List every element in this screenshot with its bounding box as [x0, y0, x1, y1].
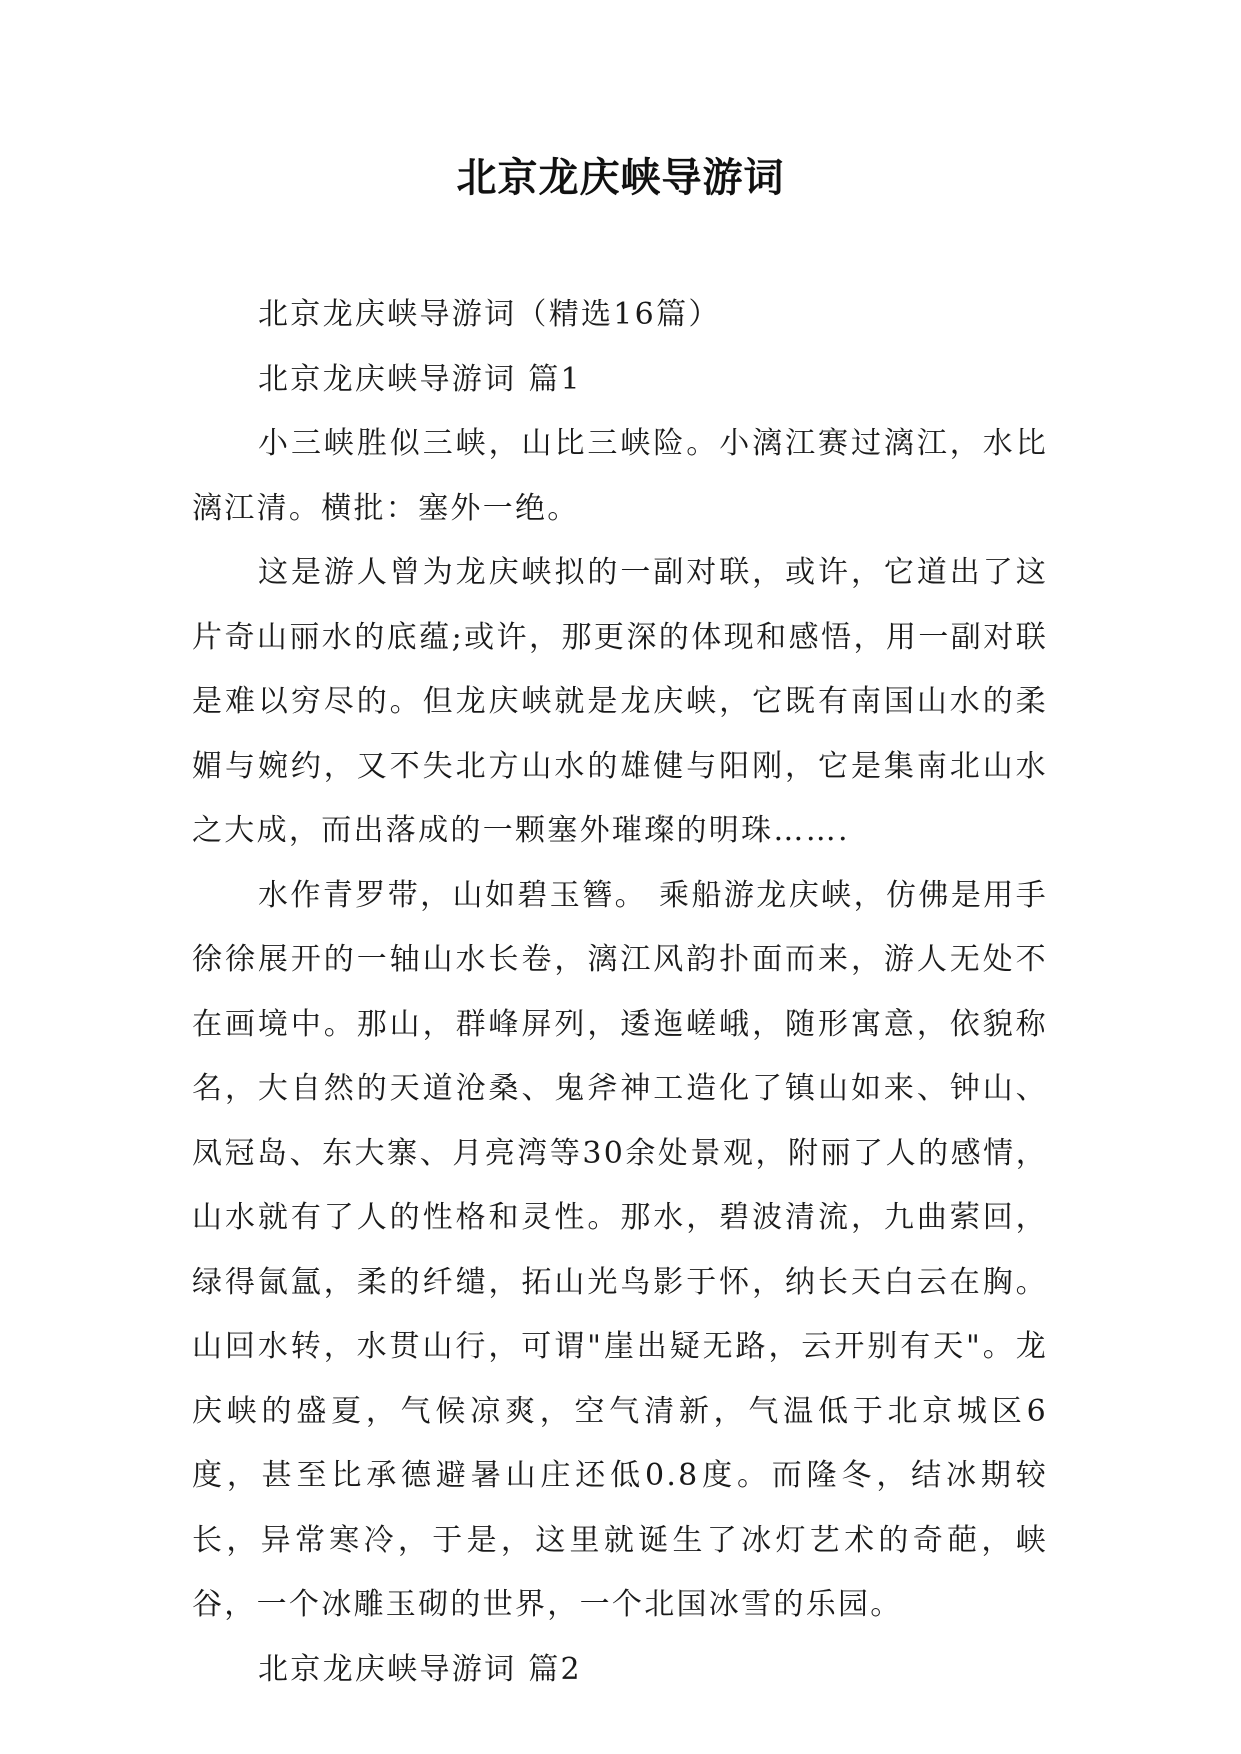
couplet-paragraph: 小三峡胜似三峡，山比三峡险。小漓江赛过漓江，水比漓江清。横批：塞外一绝。 [192, 426, 1048, 526]
section-heading-2: 北京龙庆峡导游词 篇2 [258, 1651, 582, 1687]
section-heading-1: 北京龙庆峡导游词 篇1 [258, 361, 582, 397]
intro-heading: 北京龙庆峡导游词（精选16篇） [258, 297, 721, 332]
document-title: 北京龙庆峡导游词 [456, 155, 785, 201]
document-body [192, 283, 1048, 1702]
body-paragraph: 水作青罗带，山如碧玉簪。 乘船游龙庆峡，仿佛是用手徐徐展开的一轴山水长卷，漓江风韵扑面而来，游人无处不在画境中。那山，群峰屏列，逶迤嵯峨，随形寓意，依貌称名，大自然的天道沧桑、鬼斧神工造化了镇山如来、钟山、凤冠岛、东大寨、月亮湾等30余处景观，附丽了人的感情，山水就有了人的性格和灵性。那水，碧波清流，九曲萦回，绿得氤氲，柔的纤缱，拓山光鸟影于怀，纳长天白云在胸。山回水转，水贯山行，可谓"崖出疑无路，云开别有天"。龙庆峡的盛夏，气候凉爽，空气清新，气温低于北京城区6度，甚至比承德避暑山庄还低0.8度。而隆冬，结冰期较长，异常寒冷，于是，这里就诞生了冰灯艺术的奇葩，峡谷，一个冰雕玉砌的世界，一个北国冰雪的乐园。 [192, 877, 1048, 1622]
body-paragraph: 这是游人曾为龙庆峡拟的一副对联，或许，它道出了这片奇山丽水的底蕴;或许，那更深的体现和感悟，用一副对联是难以穷尽的。但龙庆峡就是龙庆峡，它既有南国山水的柔媚与婉约，又不失北方山水的雄健与阳刚，它是集南北山水之大成，而出落成的一颗塞外璀璨的明珠……. [192, 555, 1048, 848]
